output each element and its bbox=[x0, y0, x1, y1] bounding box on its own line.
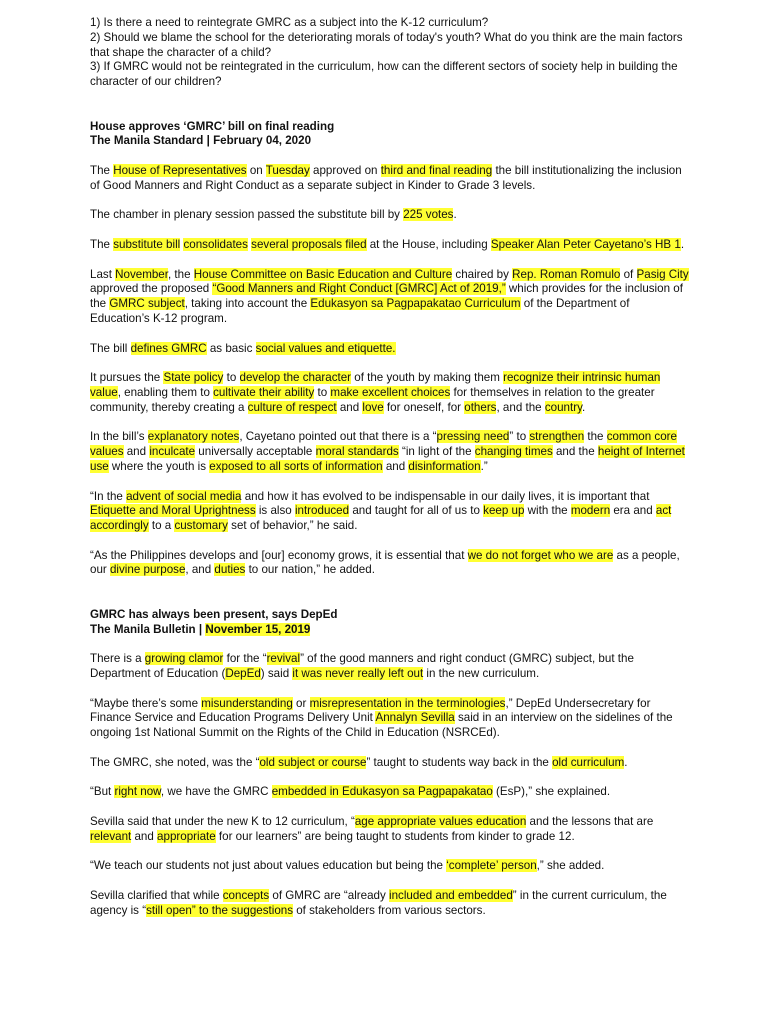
highlighted-text: advent of social media bbox=[126, 489, 242, 503]
highlighted-text: others bbox=[464, 400, 497, 414]
text-run: of the Department of Education’s K-12 program. bbox=[90, 297, 630, 325]
text-run: . bbox=[582, 400, 586, 414]
highlighted-text: common core values bbox=[90, 430, 677, 459]
text-run: The GMRC, she noted, was the “ bbox=[90, 755, 260, 769]
text-run: ” taught to students way back in the bbox=[366, 755, 553, 769]
text-run: in the new curriculum. bbox=[423, 667, 540, 681]
text-run: which provides for the inclusion of the bbox=[90, 282, 683, 311]
text-run: ” in the current curriculum, the agency is “ bbox=[90, 889, 667, 917]
highlighted-text: DepEd bbox=[225, 667, 261, 681]
text-run: .” bbox=[480, 459, 488, 473]
question-3 bbox=[90, 60, 690, 90]
highlighted-text: appropriate bbox=[157, 829, 216, 843]
text-run: as a people, our bbox=[90, 548, 680, 577]
article-paragraph bbox=[90, 785, 690, 800]
article-paragraph bbox=[90, 268, 690, 327]
text-run: 2) Should we blame the school for the deteriorating morals of today's youth? What do you think are the main factors that shape the character of a child? bbox=[90, 30, 683, 59]
article-paragraph bbox=[90, 549, 690, 579]
text-run: , and bbox=[185, 563, 215, 577]
highlighted-text: cultivate their ability bbox=[213, 385, 315, 399]
text-run: of bbox=[620, 267, 637, 281]
highlighted-text: divine purpose bbox=[109, 563, 186, 577]
highlighted-text: duties bbox=[214, 563, 246, 577]
text-run: Last bbox=[90, 267, 116, 281]
text-run: “We teach our students not just about values education but being the bbox=[90, 859, 447, 873]
highlighted-text: exposed to all sorts of information bbox=[209, 459, 383, 473]
highlighted-text: customary bbox=[174, 519, 228, 533]
article-paragraph bbox=[90, 859, 690, 874]
article-paragraph bbox=[90, 342, 690, 357]
text-run: “In the bbox=[90, 489, 127, 503]
article-paragraph bbox=[90, 430, 690, 474]
text-run: of the youth by making them bbox=[351, 371, 504, 385]
highlighted-text: concepts bbox=[222, 889, 270, 903]
text-run: to bbox=[314, 385, 331, 399]
highlighted-text: keep up bbox=[483, 504, 525, 518]
text-run: approved the proposed bbox=[90, 282, 213, 296]
spacer bbox=[90, 90, 690, 105]
highlighted-text: third and final reading bbox=[380, 163, 493, 177]
article-paragraph bbox=[90, 208, 690, 223]
article-paragraph bbox=[90, 652, 690, 682]
highlighted-text: culture of respect bbox=[247, 400, 337, 414]
article-source bbox=[90, 623, 690, 638]
text-run: with the bbox=[524, 504, 571, 518]
text-run: (EsP),” she explained. bbox=[492, 785, 611, 799]
text-run: of stakeholders from various sectors. bbox=[293, 903, 486, 917]
text-run: and the bbox=[552, 445, 598, 459]
highlighted-text: act accordingly bbox=[90, 504, 672, 533]
highlighted-text: right now bbox=[114, 785, 161, 799]
text-run: The chamber in plenary session passed the substitute bill by bbox=[90, 208, 404, 222]
article-paragraph bbox=[90, 697, 690, 741]
article-title: House approves ‘GMRC’ bill on final reading bbox=[90, 119, 335, 133]
text-run: , the bbox=[167, 267, 194, 281]
article-title: GMRC has always been present, says DepEd bbox=[90, 607, 338, 621]
text-run: “Maybe there’s some bbox=[90, 696, 202, 710]
highlighted-text: State policy bbox=[163, 371, 224, 385]
highlighted-text: “Good Manners and Right Conduct [GMRC] Act of 2019,” bbox=[212, 282, 506, 296]
text-run: ) said bbox=[260, 667, 293, 681]
text-run: , we have the GMRC bbox=[160, 785, 272, 799]
text-run: ,” she added. bbox=[536, 859, 605, 873]
text-run: as basic bbox=[206, 341, 256, 355]
text-run: ” of the good manners and right conduct (GMRC) subject, but the Department of Education ( bbox=[90, 652, 634, 681]
text-run: and taught for all of us to bbox=[349, 504, 484, 518]
highlighted-text: substitute bill bbox=[113, 237, 181, 251]
spacer bbox=[90, 105, 690, 120]
article-2 bbox=[90, 608, 690, 919]
text-run: or bbox=[292, 696, 310, 710]
text-run: The Manila Standard | February 04, 2020 bbox=[90, 134, 312, 148]
text-run: for themselves in relation to the greater community, thereby creating a bbox=[90, 385, 655, 414]
article-1 bbox=[90, 120, 690, 579]
spacer bbox=[90, 593, 690, 608]
highlighted-text: ” to the suggestions bbox=[191, 903, 294, 917]
text-run: Sevilla clarified that while bbox=[90, 889, 223, 903]
highlighted-text: age appropriate values education bbox=[354, 815, 527, 829]
text-run: The Manila Bulletin | bbox=[90, 622, 206, 636]
text-run: and bbox=[131, 829, 158, 843]
text-run: era and bbox=[610, 504, 656, 518]
text-run: The bill bbox=[90, 341, 131, 355]
article-source bbox=[90, 134, 690, 149]
text-run: There is a bbox=[90, 652, 145, 666]
text-run: The bbox=[90, 163, 114, 177]
text-run: at the House, including bbox=[366, 237, 491, 251]
highlighted-text: make excellent choices bbox=[330, 385, 451, 399]
text-run: and bbox=[336, 400, 363, 414]
text-run: . bbox=[680, 237, 685, 251]
text-run: to our nation,” he added. bbox=[245, 563, 375, 577]
text-run: to a bbox=[148, 519, 175, 533]
highlighted-text: consolidates bbox=[183, 237, 248, 251]
question-1 bbox=[90, 16, 690, 31]
article-paragraph bbox=[90, 164, 690, 194]
highlighted-text: November 15, 2019 bbox=[205, 622, 311, 636]
text-run: universally acceptable bbox=[195, 445, 316, 459]
highlighted-text: embedded in Edukasyon sa Pagpapakatao bbox=[271, 785, 493, 799]
highlighted-text: changing times bbox=[474, 445, 553, 459]
highlighted-text: strengthen bbox=[529, 430, 585, 444]
highlighted-text: old subject or course bbox=[259, 755, 367, 769]
text-run: to bbox=[223, 371, 240, 385]
highlighted-text: Pasig City bbox=[636, 267, 689, 281]
article-paragraph bbox=[90, 815, 690, 845]
highlighted-text: House Committee on Basic Education and Culture bbox=[193, 267, 453, 281]
highlighted-text: pressing need bbox=[436, 430, 510, 444]
text-run: “in light of the bbox=[398, 445, 475, 459]
highlighted-text: ‘complete’ person bbox=[446, 859, 537, 873]
highlighted-text: misrepresentation in the terminologies bbox=[309, 696, 506, 710]
text-run: for oneself, for bbox=[383, 400, 465, 414]
highlighted-text: country bbox=[544, 400, 583, 414]
text-run: . bbox=[453, 208, 457, 222]
text-run: of GMRC are “already bbox=[269, 889, 389, 903]
highlighted-text: growing clamor bbox=[144, 652, 224, 666]
highlighted-text: defines GMRC bbox=[130, 341, 207, 355]
highlighted-text: included and embedded bbox=[389, 889, 513, 903]
text-run: 3) If GMRC would not be reintegrated in the curriculum, how can the different sectors of society help in building the character of our children? bbox=[90, 60, 678, 89]
text-run: for our learners” are being taught to students from kinder to grade 12. bbox=[215, 829, 575, 843]
highlighted-text: Rep. Roman Romulo bbox=[512, 267, 621, 281]
highlighted-text: several proposals filed bbox=[251, 237, 367, 251]
text-run: It pursues the bbox=[90, 371, 164, 385]
questions-section bbox=[90, 16, 690, 90]
text-run: In the bill’s bbox=[90, 430, 148, 444]
text-run: “But bbox=[90, 785, 115, 799]
article-paragraph bbox=[90, 490, 690, 534]
text-run: Sevilla said that under the new K to 12 curriculum, “ bbox=[90, 815, 355, 829]
article-paragraph bbox=[90, 889, 690, 919]
highlighted-text: recognize their intrinsic human value bbox=[90, 371, 661, 399]
article-paragraph bbox=[90, 756, 690, 771]
highlighted-text: it was never really left out bbox=[292, 667, 424, 681]
highlighted-text: social values and etiquette. bbox=[255, 341, 396, 355]
text-run: and how it has evolved to be indispensable in our daily lives, it is important that bbox=[241, 489, 650, 503]
highlighted-text: House of Representatives bbox=[113, 163, 247, 177]
highlighted-text: modern bbox=[570, 504, 611, 518]
text-run: , taking into account the bbox=[184, 297, 311, 311]
highlighted-text: disinformation bbox=[408, 459, 481, 473]
text-run: the bbox=[584, 430, 607, 444]
text-run: chaired by bbox=[452, 267, 513, 281]
text-run: and bbox=[382, 459, 409, 473]
text-run: The bbox=[90, 237, 114, 251]
text-run: ” to bbox=[509, 430, 530, 444]
highlighted-text: Annalyn Sevilla bbox=[375, 711, 455, 725]
text-run: said in an interview on the sidelines of the ongoing 1st National Summit on the Rights of the Child in Education (NSRCEd). bbox=[90, 711, 673, 740]
highlighted-text: old curriculum bbox=[552, 755, 625, 769]
text-run: approved on bbox=[309, 163, 381, 177]
text-run: set of behavior,” he said. bbox=[227, 519, 358, 533]
highlighted-text: Etiquette and Moral Uprightness bbox=[90, 504, 256, 518]
text-run: , Cayetano pointed out that there is a “ bbox=[239, 430, 437, 444]
highlighted-text: relevant bbox=[90, 829, 132, 843]
highlighted-text: develop the character bbox=[239, 371, 352, 385]
text-run: where the youth is bbox=[108, 459, 210, 473]
highlighted-text: still open bbox=[146, 903, 192, 917]
highlighted-text: Tuesday bbox=[265, 163, 310, 177]
text-run: . bbox=[624, 755, 628, 769]
highlighted-text: revival bbox=[266, 652, 301, 666]
highlighted-text: moral standards bbox=[315, 445, 399, 459]
highlighted-text: love bbox=[362, 400, 384, 414]
article-paragraph bbox=[90, 371, 690, 415]
text-run: “As the Philippines develops and [our] economy grows, it is essential that bbox=[90, 548, 468, 562]
text-run: ,” DepEd Undersecretary for Finance Service and Education Programs Delivery Unit bbox=[90, 696, 651, 725]
document-page bbox=[90, 16, 690, 933]
highlighted-text: inculcate bbox=[149, 445, 196, 459]
highlighted-text: GMRC subject bbox=[109, 297, 185, 311]
text-run: the bill institutionalizing the inclusion of Good Manners and Right Conduct as a separate subject in Kinder to Grade 3 levels. bbox=[90, 163, 682, 192]
text-run: , enabling them to bbox=[117, 385, 214, 399]
text-run: and bbox=[123, 445, 150, 459]
text-run: for the “ bbox=[223, 652, 267, 666]
highlighted-text: 225 votes bbox=[403, 208, 454, 222]
text-run: on bbox=[246, 163, 266, 177]
highlighted-text: Speaker Alan Peter Cayetano’s HB 1 bbox=[490, 237, 681, 251]
highlighted-text: misunderstanding bbox=[201, 696, 293, 710]
article-paragraph bbox=[90, 238, 690, 253]
text-run: and the lessons that are bbox=[526, 815, 654, 829]
highlighted-text: Edukasyon sa Pagpapakatao Curriculum bbox=[310, 297, 521, 311]
text-run: is also bbox=[255, 504, 295, 518]
highlighted-text: November bbox=[115, 267, 168, 281]
highlighted-text: explanatory notes bbox=[147, 430, 240, 444]
highlighted-text: we do not forget who we are bbox=[467, 548, 614, 562]
highlighted-text: introduced bbox=[294, 504, 350, 518]
highlighted-text: height of Internet use bbox=[90, 445, 685, 473]
text-run: 1) Is there a need to reintegrate GMRC as a subject into the K-12 curriculum? bbox=[90, 16, 489, 29]
text-run: , and the bbox=[496, 400, 545, 414]
question-2 bbox=[90, 31, 690, 61]
